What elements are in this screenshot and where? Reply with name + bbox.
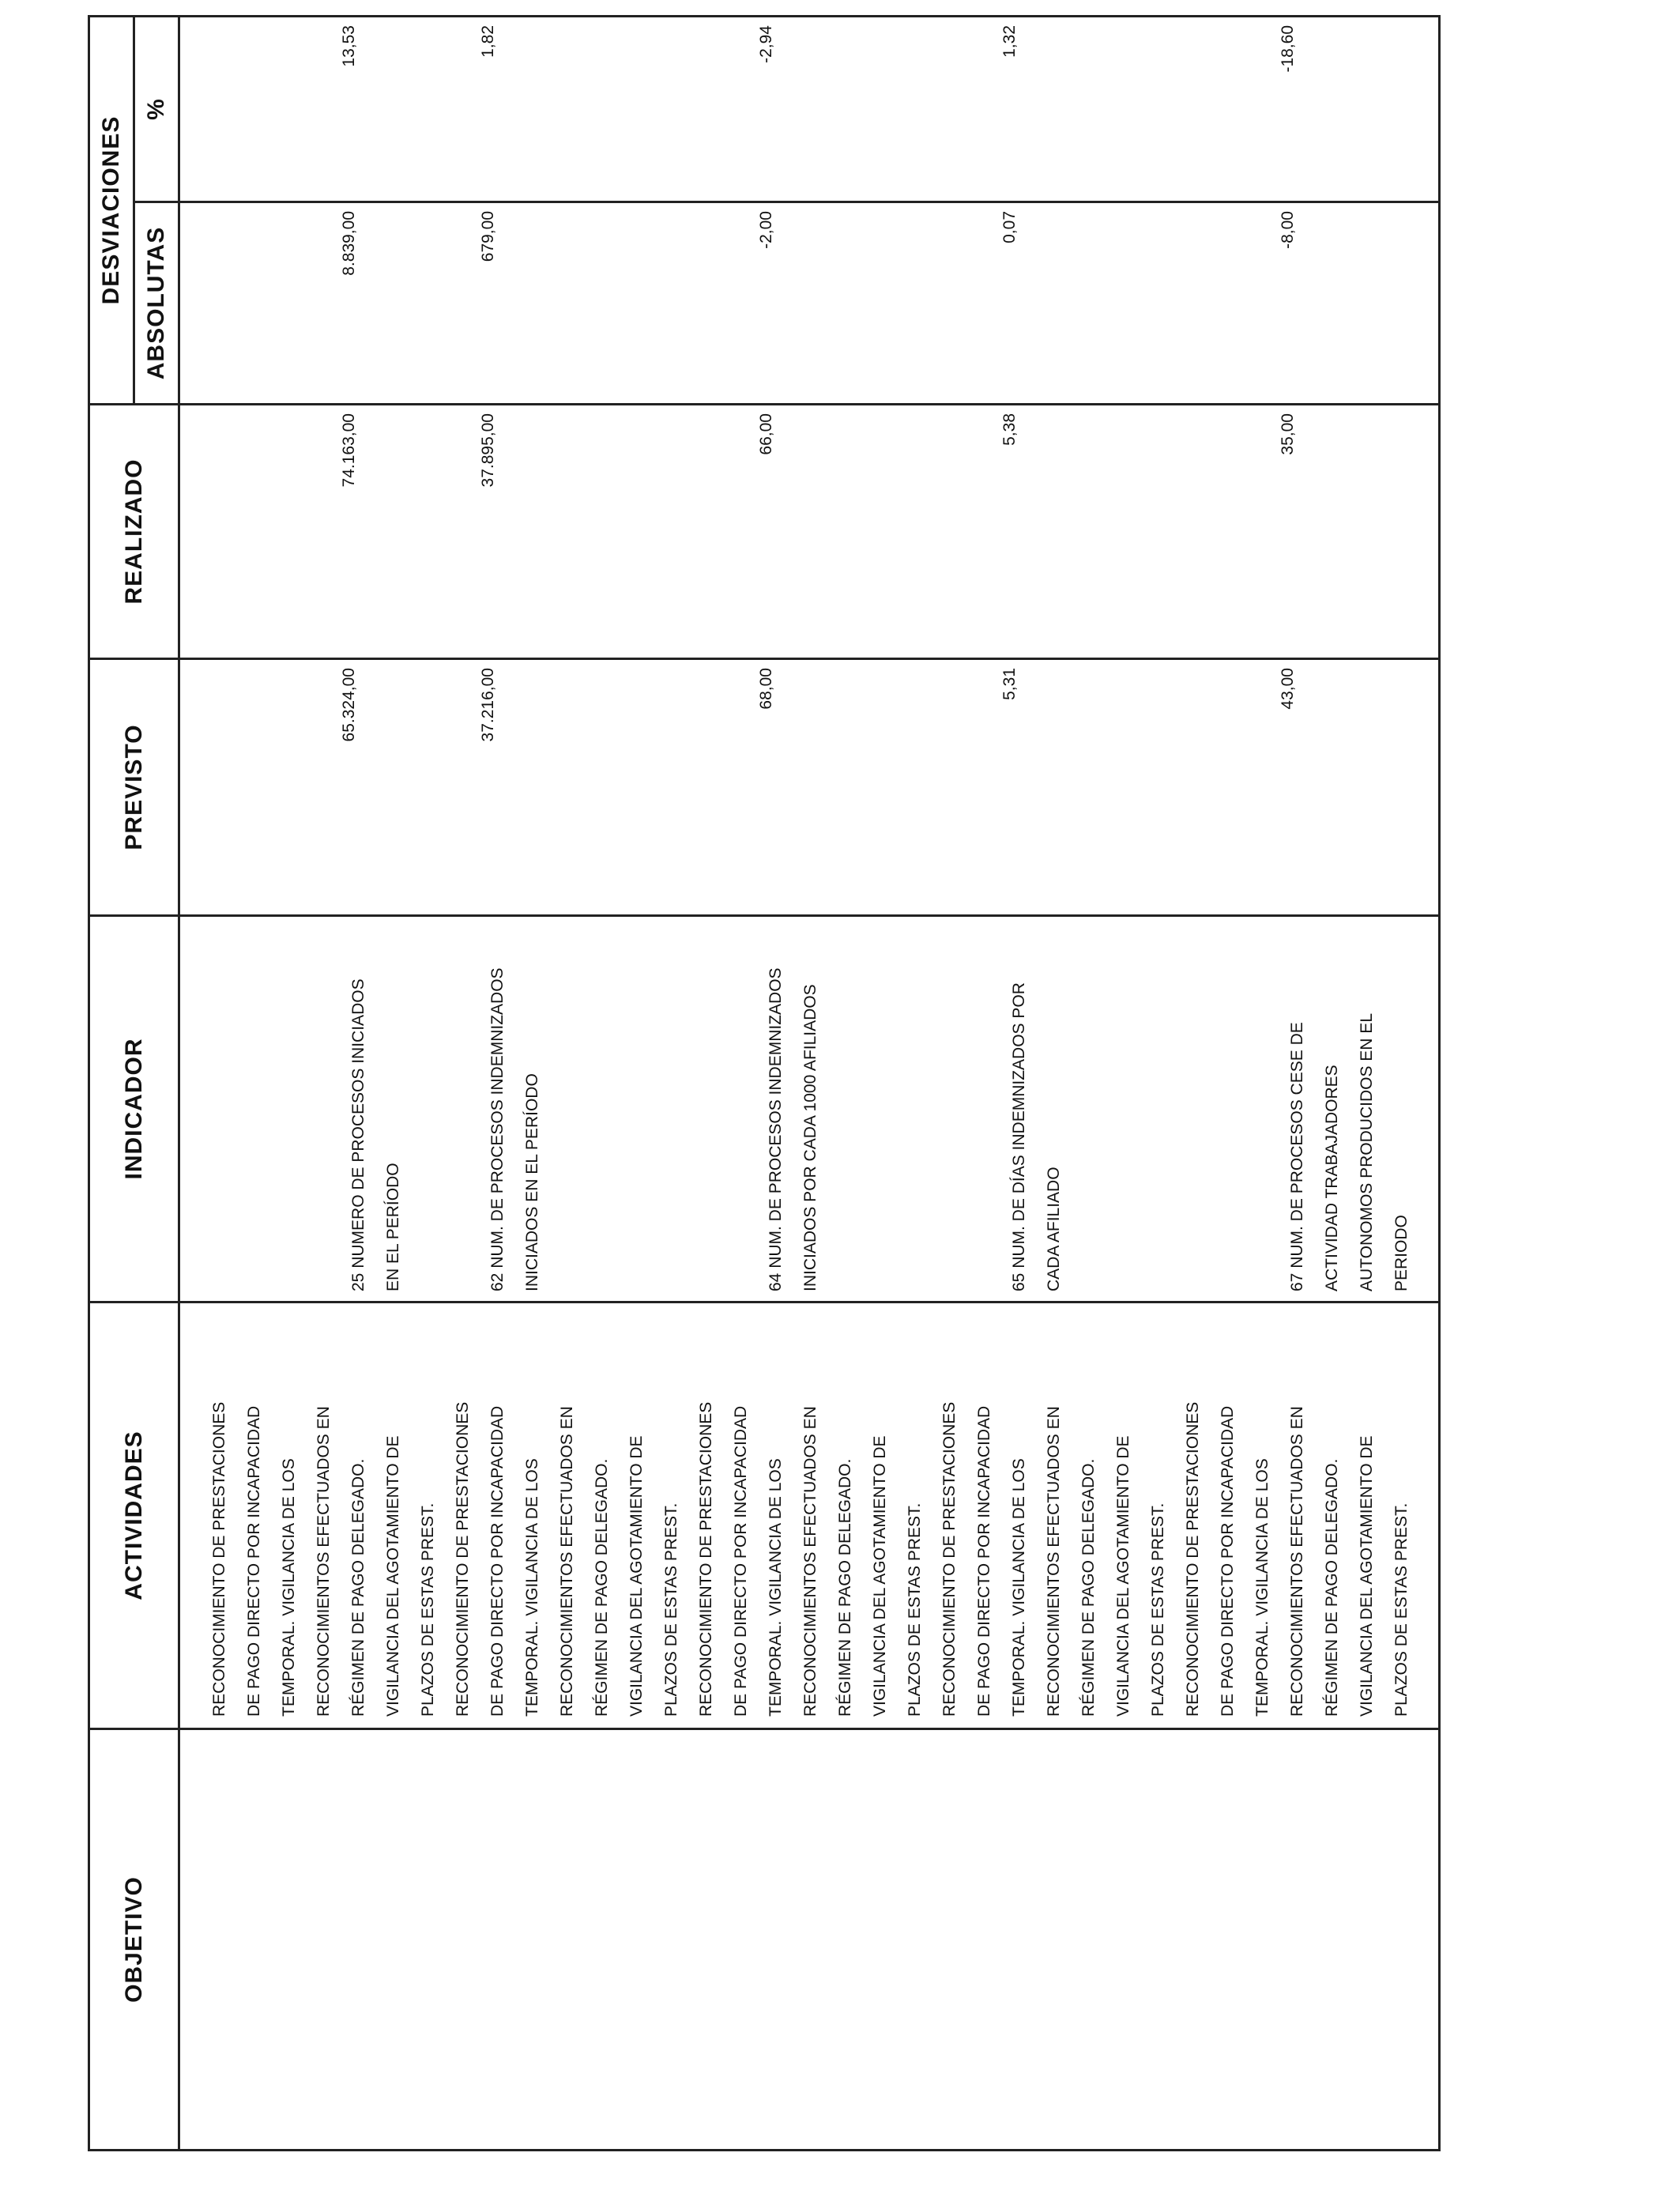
actividad-line: PLAZOS DE ESTAS PREST. [419,1502,437,1717]
actividad-line: VIGILANCIA DEL AGOTAMIENTO DE [1358,1435,1376,1717]
indicador-line: 65 NUM. DE DÍAS INDEMNIZADOS POR [1010,982,1028,1291]
header-desviaciones: DESVIACIONES [89,17,134,405]
indicador-line: EN EL PERÍODO [384,1163,402,1291]
indicador-line: PERIODO [1392,1215,1411,1291]
indicador-item [341,978,411,1291]
porcentaje-cell [179,17,1440,202]
previsto-value: 43,00 [1279,668,1297,710]
porcentaje-value: 1,82 [479,25,497,58]
actividad-line: RECONOCIMIENTOS EFECTUADOS EN [558,1406,576,1717]
header-actividades: ACTIVIDADES [89,1302,179,1729]
indicador-item [1002,982,1072,1291]
header-indicador: INDICADOR [89,916,179,1302]
realizado-value: 5,38 [1000,413,1019,446]
actividad-line: RÉGIMEN DE PAGO DELEGADO. [1079,1458,1098,1717]
actividad-line: DE PAGO DIRECTO POR INCAPACIDAD [975,1405,993,1717]
indicador-line: ACTIVIDAD TRABAJADORES [1323,1065,1341,1291]
actividades-cell [179,1302,1440,1729]
actividades-text [202,1313,1419,1717]
actividad-line: PLAZOS DE ESTAS PREST. [906,1502,924,1717]
actividad-line: RECONOCIMIENTO DE PRESTACIONES [210,1401,228,1717]
actividad-line: TEMPORAL. VIGILANCIA DE LOS [1010,1458,1028,1717]
actividad-line: DE PAGO DIRECTO POR INCAPACIDAD [1219,1405,1237,1717]
previsto-value: 68,00 [757,668,775,710]
actividad-line: RECONOCIMIENTO DE PRESTACIONES [697,1401,715,1717]
actividad-line: RÉGIMEN DE PAGO DELEGADO. [349,1458,367,1717]
actividad-line: RECONOCIMIENTOS EFECTUADOS EN [1288,1406,1306,1717]
actividad-line: TEMPORAL. VIGILANCIA DE LOS [280,1458,298,1717]
indicador-cell [179,916,1440,1302]
indicador-line: 62 NUM. DE PROCESOS INDEMNIZADOS [488,967,507,1291]
header-previsto: PREVISTO [89,659,179,916]
actividad-line: RECONOCIMIENTO DE PRESTACIONES [940,1401,959,1717]
actividad-line: RECONOCIMIENTOS EFECTUADOS EN [801,1406,819,1717]
actividad-line: PLAZOS DE ESTAS PREST. [662,1502,680,1717]
header-absolutas: ABSOLUTAS [134,202,179,405]
indicador-line: CADA AFILIADO [1045,1167,1063,1291]
porcentaje-value: -18,60 [1279,25,1297,73]
actividad-line: VIGILANCIA DEL AGOTAMIENTO DE [1114,1435,1132,1717]
actividad-line: VIGILANCIA DEL AGOTAMIENTO DE [871,1435,889,1717]
realizado-cell [179,405,1440,659]
previsto-value: 65.324,00 [340,668,358,742]
absolutas-value: -8,00 [1279,211,1297,249]
actividad-line: RECONOCIMIENTO DE PRESTACIONES [454,1401,472,1717]
actividad-line: DE PAGO DIRECTO POR INCAPACIDAD [732,1405,750,1717]
absolutas-cell [179,202,1440,405]
actividad-line: TEMPORAL. VIGILANCIA DE LOS [767,1458,785,1717]
indicador-item [1280,1013,1419,1291]
realizado-value: 37.895,00 [479,413,497,488]
indicador-item [480,967,550,1291]
absolutas-value: -2,00 [757,211,775,249]
actividad-line: RECONOCIMIENTOS EFECTUADOS EN [1045,1406,1063,1717]
absolutas-value: 679,00 [479,211,497,262]
indicador-line: 25 NUMERO DE PROCESOS INICIADOS [349,978,367,1291]
porcentaje-value: -2,94 [757,25,775,63]
indicador-line: 67 NUM. DE PROCESOS CESE DE [1288,1022,1306,1291]
actividad-line: VIGILANCIA DEL AGOTAMIENTO DE [627,1435,646,1717]
actividad-line: DE PAGO DIRECTO POR INCAPACIDAD [245,1405,263,1717]
actividad-line: TEMPORAL. VIGILANCIA DE LOS [1253,1458,1271,1717]
indicador-line: INICIADOS EN EL PERÍODO [523,1073,541,1291]
header-realizado: REALIZADO [89,405,179,659]
actividad-line: RECONOCIMIENTOS EFECTUADOS EN [315,1406,333,1717]
indicador-line: AUTONOMOS PRODUCIDOS EN EL [1358,1013,1376,1291]
absolutas-value: 8.839,00 [340,211,358,276]
previsto-cell [179,659,1440,916]
actividad-line: RECONOCIMIENTO DE PRESTACIONES [1184,1401,1202,1717]
activity-indicator-table [88,15,1441,2151]
actividad-line: PLAZOS DE ESTAS PREST. [1149,1502,1167,1717]
actividad-line: PLAZOS DE ESTAS PREST. [1392,1502,1411,1717]
actividad-line: TEMPORAL. VIGILANCIA DE LOS [523,1458,541,1717]
objetivo-cell [179,1729,1440,2151]
previsto-value: 5,31 [1000,668,1019,700]
realizado-value: 66,00 [757,413,775,455]
absolutas-value: 0,07 [1000,211,1019,243]
realizado-value: 35,00 [1279,413,1297,455]
indicador-line: 64 NUM. DE PROCESOS INDEMNIZADOS [767,967,785,1291]
actividad-line: DE PAGO DIRECTO POR INCAPACIDAD [488,1405,507,1717]
actividad-line: RÉGIMEN DE PAGO DELEGADO. [836,1458,854,1717]
actividad-line: RÉGIMEN DE PAGO DELEGADO. [1323,1458,1341,1717]
previsto-value: 37.216,00 [479,668,497,742]
header-objetivo: OBJETIVO [89,1729,179,2151]
rotated-table-sheet [88,17,1441,2151]
indicador-item [759,967,828,1291]
porcentaje-value: 1,32 [1000,25,1019,58]
realizado-value: 74.163,00 [340,413,358,488]
actividad-line: VIGILANCIA DEL AGOTAMIENTO DE [384,1435,402,1717]
porcentaje-value: 13,53 [340,25,358,67]
header-porcentaje: % [134,17,179,202]
indicador-line: INICIADOS POR CADA 1000 AFILIADOS [801,984,819,1291]
actividad-line: RÉGIMEN DE PAGO DELEGADO. [593,1458,611,1717]
